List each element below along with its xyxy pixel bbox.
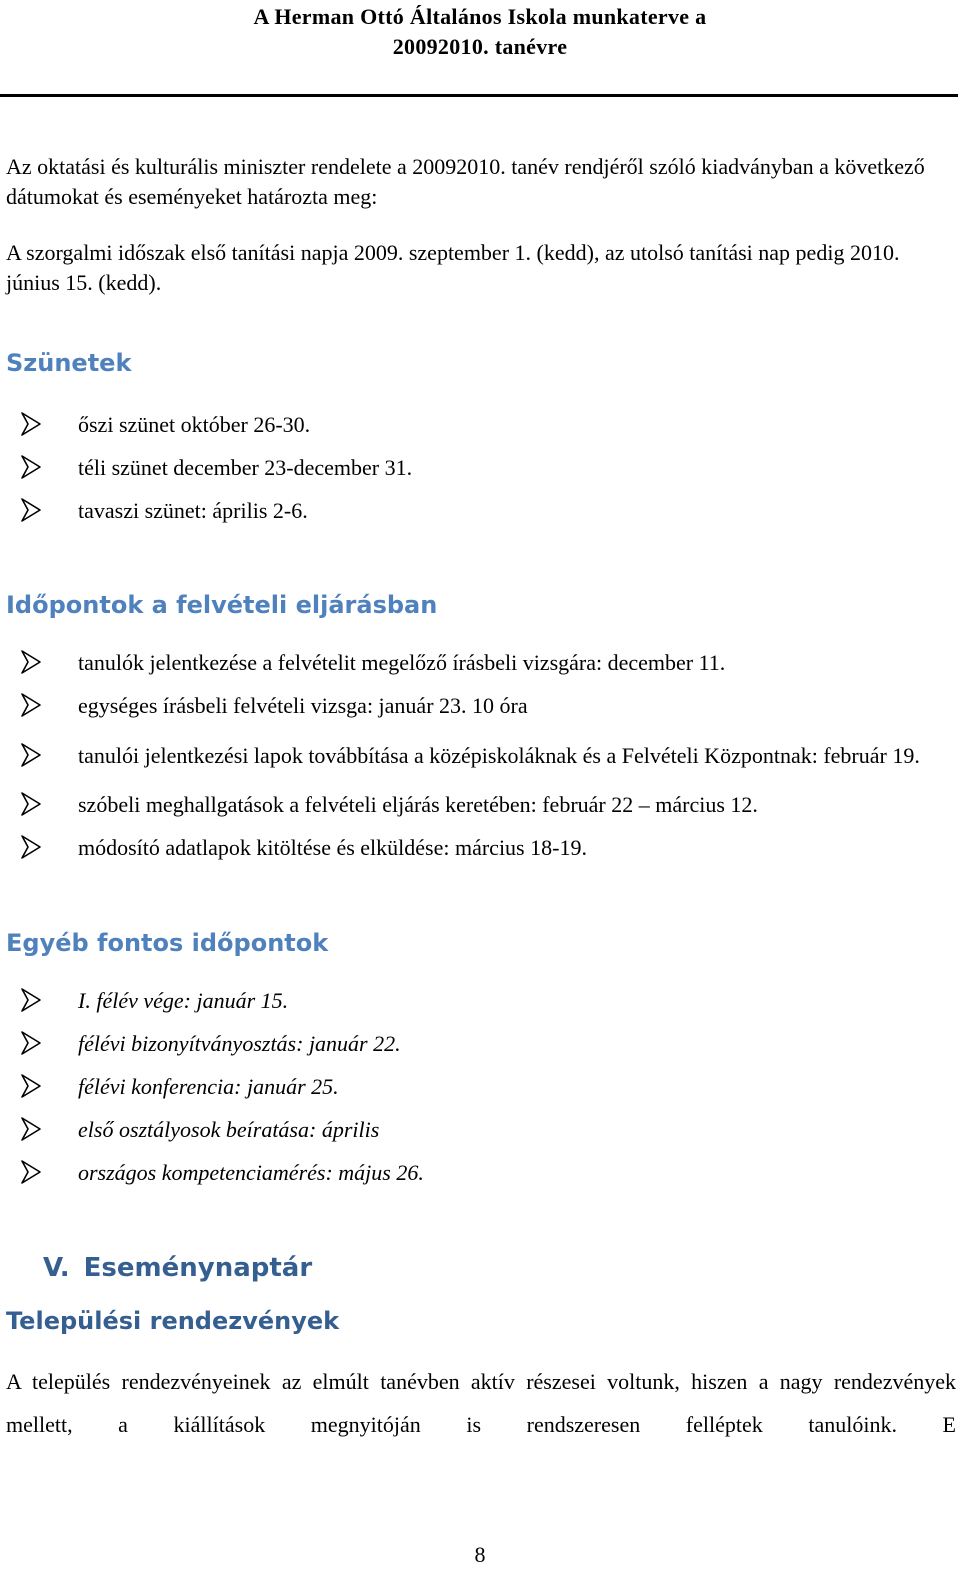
list-item-text: tavaszi szünet: április 2-6. — [78, 498, 308, 523]
list-item-text: szóbeli meghallgatások a felvételi eljárás keretében: február 22 – március 12. — [78, 792, 758, 817]
list-item-text: országos kompetenciamérés: május 26. — [78, 1160, 424, 1185]
chapter-heading — [43, 1253, 312, 1283]
arrow-bullet-icon — [20, 1073, 42, 1099]
page-number: 8 — [474, 1542, 486, 1567]
list-item-text: félévi konferencia: január 25. — [78, 1074, 339, 1099]
arrow-bullet-icon — [20, 692, 42, 718]
list-item — [6, 691, 956, 721]
arrow-bullet-icon — [20, 411, 42, 437]
arrow-bullet-icon — [20, 1116, 42, 1142]
intro-paragraph-1: Az oktatási és kulturális miniszter rendelete a 20092010. tanév rendjéről szóló kiadványban a következő dátumokat és eseményeket határozta meg: — [6, 154, 925, 209]
list-item — [6, 648, 956, 678]
list-item — [6, 790, 956, 820]
list-item — [6, 453, 956, 483]
header-divider — [0, 94, 958, 97]
list-item-text: téli szünet december 23-december 31. — [78, 455, 413, 480]
list-item-text: tanulói jelentkezési lapok továbbítása a középiskoláknak és a Felvételi Központnak: február 19. — [78, 743, 920, 768]
felveteli-list — [6, 648, 956, 876]
list-item-text: első osztályosok beíratása: április — [78, 1117, 380, 1142]
list-item — [6, 734, 956, 777]
egyeb-list — [6, 986, 956, 1201]
list-item-text: félévi bizonyítványosztás: január 22. — [78, 1031, 401, 1056]
section-heading-szunetek: Szünetek — [6, 349, 132, 377]
arrow-bullet-icon — [20, 1159, 42, 1185]
arrow-bullet-icon — [20, 791, 42, 817]
list-item — [6, 410, 956, 440]
arrow-bullet-icon — [20, 649, 42, 675]
header-title-line2: 20092010. tanévre — [392, 34, 568, 59]
list-item — [6, 496, 956, 526]
list-item — [6, 1115, 956, 1145]
arrow-bullet-icon — [20, 742, 42, 768]
header-title-line1: A Herman Ottó Általános Iskola munkaterve a — [253, 4, 707, 29]
section-heading-egyeb: Egyéb fontos időpontok — [6, 929, 329, 957]
arrow-bullet-icon — [20, 987, 42, 1013]
arrow-bullet-icon — [20, 497, 42, 523]
chapter-title: Eseménynaptár — [83, 1253, 313, 1283]
list-item — [6, 1029, 956, 1059]
szunetek-list — [6, 410, 956, 539]
list-item — [6, 1072, 956, 1102]
list-item-text: módosító adatlapok kitöltése és elküldése: március 18-19. — [78, 835, 587, 860]
arrow-bullet-icon — [20, 834, 42, 860]
arrow-bullet-icon — [20, 454, 42, 480]
page-header — [0, 0, 960, 62]
section-heading-felveteli: Időpontok a felvételi eljárásban — [6, 591, 438, 619]
list-item-text: tanulók jelentkezése a felvételit megelőző írásbeli vizsgára: december 11. — [78, 650, 726, 675]
list-item — [6, 833, 956, 863]
list-item-text: I. félév vége: január 15. — [78, 988, 289, 1013]
list-item-text: őszi szünet október 26-30. — [78, 412, 311, 437]
chapter-number: V. — [43, 1253, 70, 1283]
telepulesi-paragraph: A település rendezvényeinek az elmúlt tanévben aktív részesei voltunk, hiszen a nagy rendezvények mellett, a kiállítások megnyitóján is rendszeresen felléptek tanulóink. E — [6, 1369, 956, 1437]
list-item — [6, 986, 956, 1016]
intro-paragraph-2: A szorgalmi időszak első tanítási napja 2009. szeptember 1. (kedd), az utolsó tanítási nap pedig 2010. június 15. (kedd). — [6, 240, 900, 295]
arrow-bullet-icon — [20, 1030, 42, 1056]
section-heading-telepulesi: Települési rendezvények — [6, 1307, 340, 1335]
list-item-text: egységes írásbeli felvételi vizsga: január 23. 10 óra — [78, 693, 528, 718]
list-item — [6, 1158, 956, 1188]
